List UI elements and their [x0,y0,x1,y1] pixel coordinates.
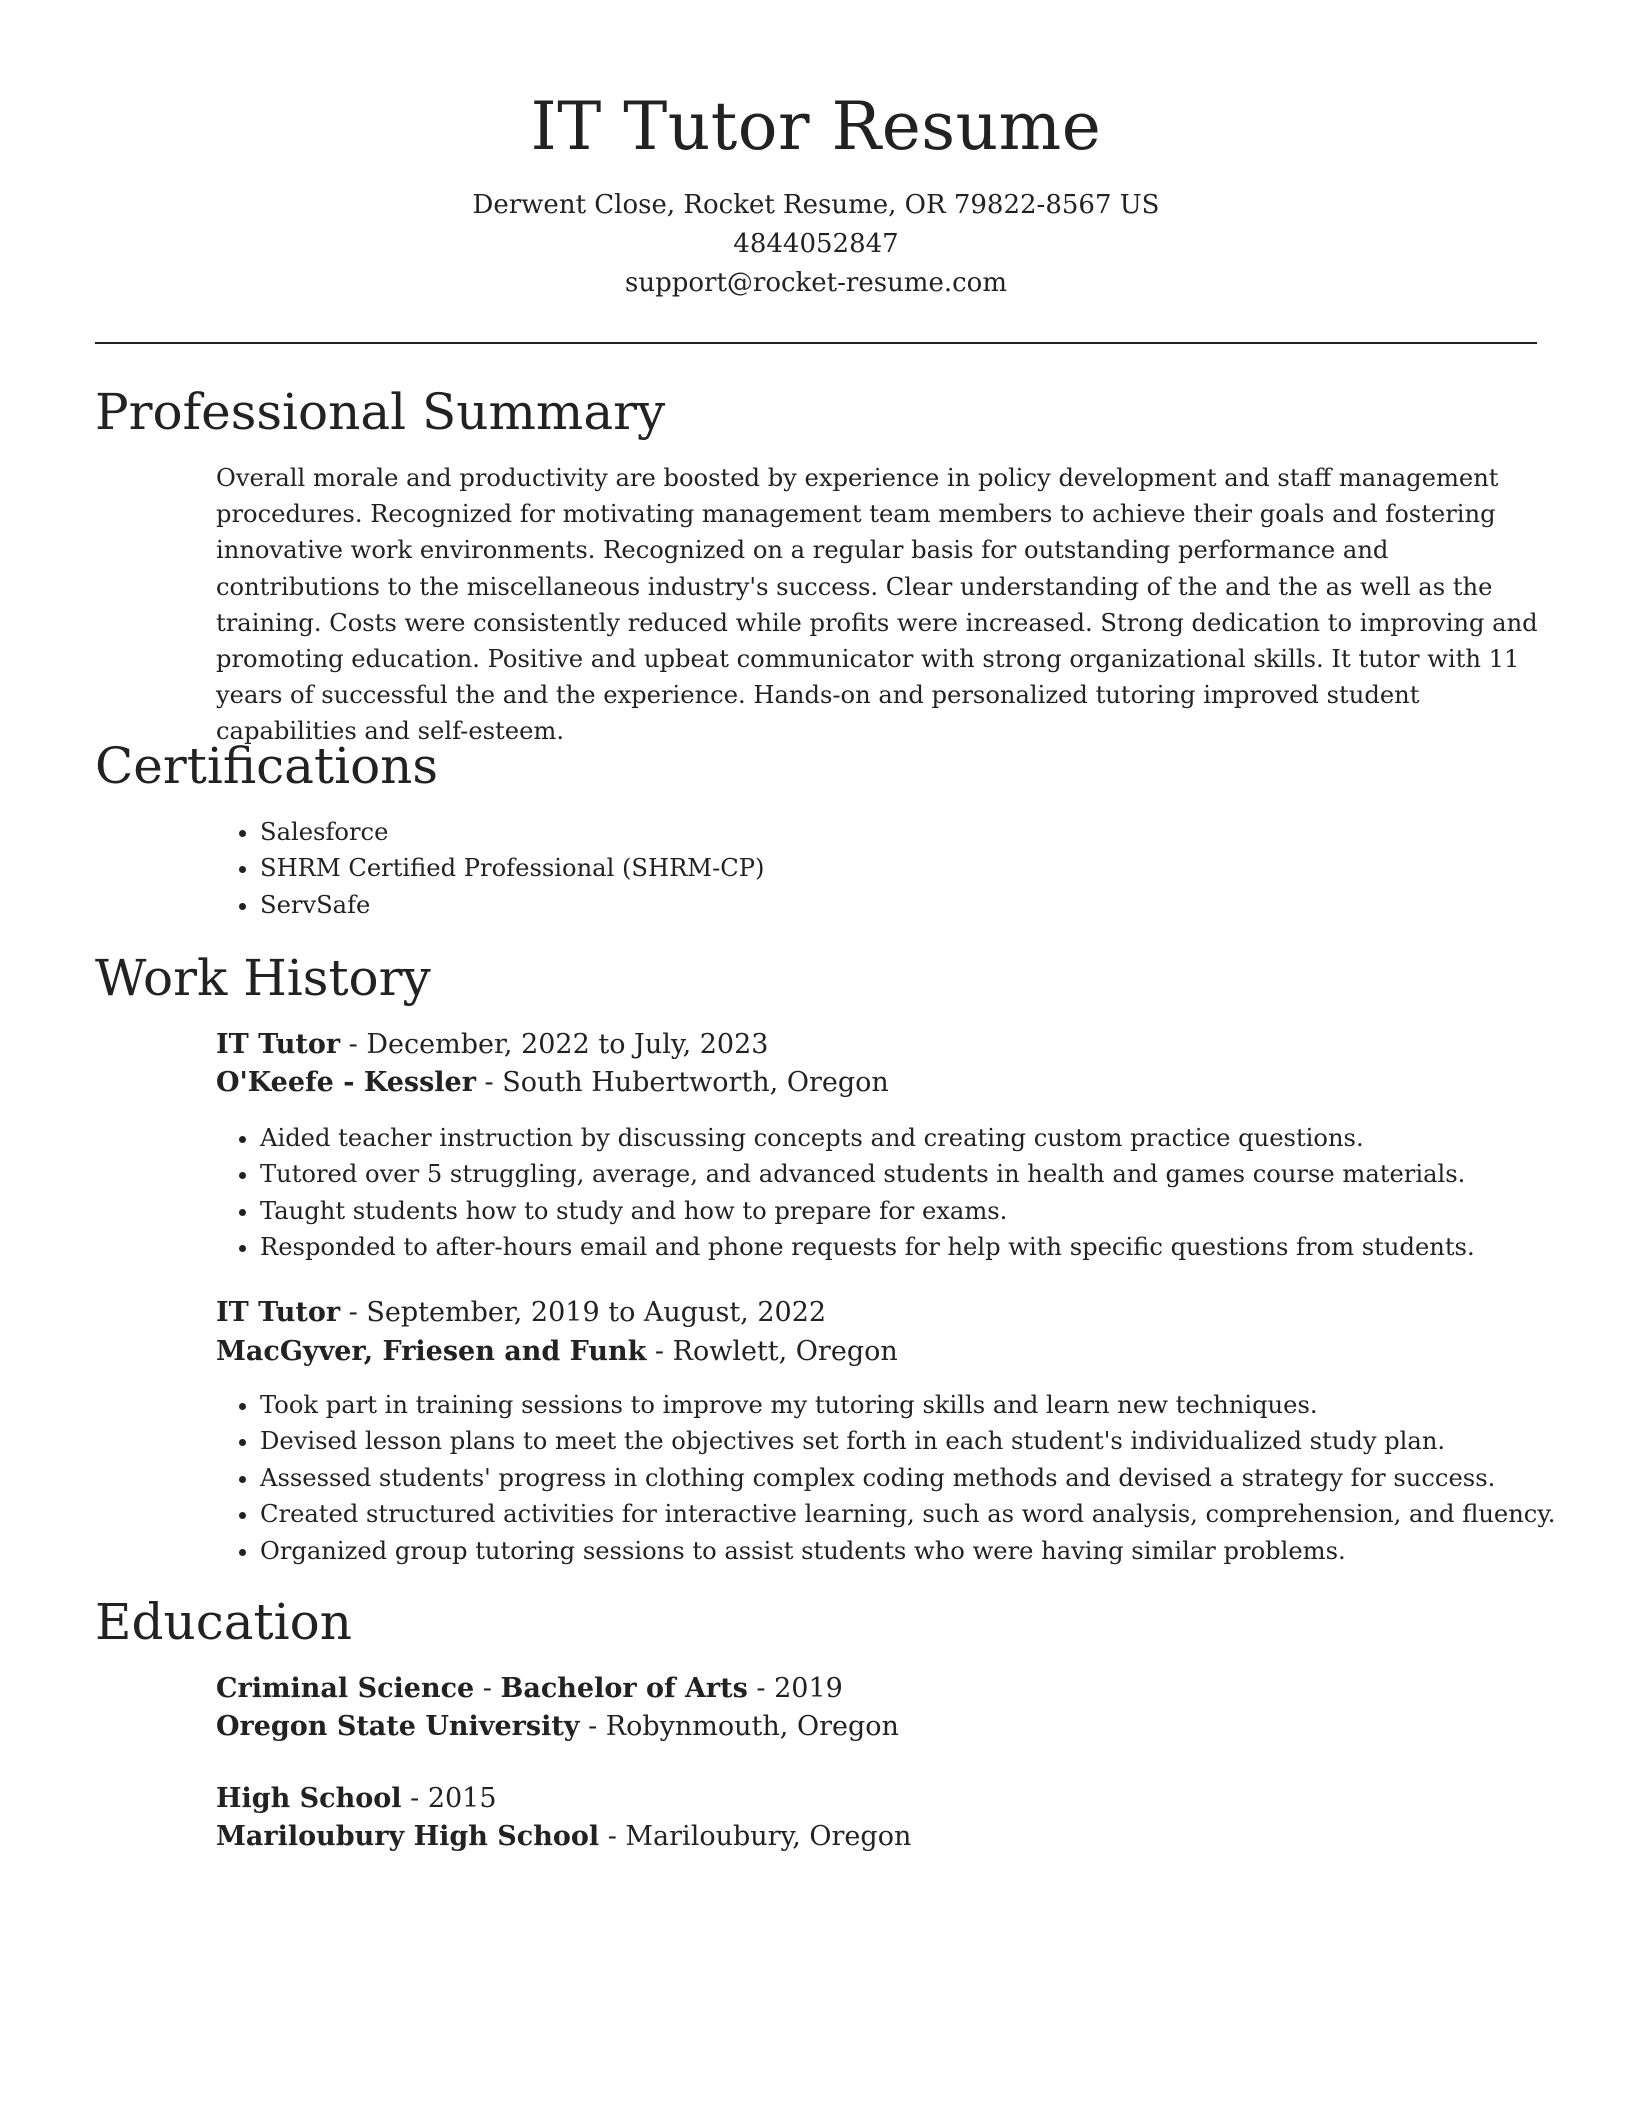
job-bullet: • Tutored over 5 struggling, average, and advanced students in health and games course materials. [260,1156,1590,1192]
job-location: South Hubertworth, Oregon [502,1067,889,1098]
job-dates: December, 2022 to July, 2023 [366,1029,769,1060]
job-company: MacGyver, Friesen and Funk [216,1336,647,1367]
separator: - [474,1673,501,1704]
certification-item: • Salesforce [260,814,1590,850]
header-divider [95,342,1537,344]
education-field: Criminal Science [216,1673,475,1704]
job-company: O'Keefe - Kessler [216,1067,476,1098]
contact-phone: 4844052847 [733,229,899,259]
contact-email: support@rocket-resume.com [624,268,1007,298]
education-school-line [216,1818,911,1856]
job-role: IT Tutor [216,1029,341,1060]
section-title-work-history: Work History [95,949,431,1007]
certifications-list [216,814,1590,923]
education-location: Mariloubury, Oregon [625,1821,912,1852]
certification-item: • SHRM Certified Professional (SHRM-CP) [260,850,1590,886]
resume-header [0,0,1632,303]
education-school: Mariloubury High School [216,1821,600,1852]
education-location: Robynmouth, Oregon [605,1711,899,1742]
contact-address: Derwent Close, Rocket Resume, OR 79822-8567 US [472,190,1160,220]
job-title-line [216,1294,826,1332]
job-bullet: • Assessed students' progress in clothing complex coding methods and devised a strategy for success. [260,1460,1590,1496]
job-bullet: • Organized group tutoring sessions to assist students who were having similar problems. [260,1533,1590,1569]
job-company-line [216,1064,889,1102]
education-degree-line [216,1670,843,1708]
separator: - [646,1336,673,1367]
section-title-education: Education [95,1593,352,1651]
separator: - [475,1067,503,1098]
separator: - [747,1673,775,1704]
job-bullet: • Aided teacher instruction by discussing concepts and creating custom practice questions. [260,1120,1590,1156]
separator: - [340,1297,367,1328]
certification-item: • ServSafe [260,887,1590,923]
separator: - [401,1783,428,1814]
resume-title: IT Tutor Resume [530,88,1102,165]
separator: - [599,1821,626,1852]
education-school-line [216,1708,899,1746]
job-location: Rowlett, Oregon [672,1336,898,1367]
education-degree: Bachelor of Arts [500,1673,748,1704]
education-year: 2015 [427,1783,497,1814]
job-bullets [216,1387,1590,1569]
job-bullet: • Taught students how to study and how to prepare for exams. [260,1193,1590,1229]
education-school: Oregon State University [216,1711,580,1742]
education-degree-line [216,1780,497,1818]
job-bullet: • Responded to after-hours email and phone requests for help with specific questions from students. [260,1229,1590,1265]
job-company-line [216,1333,898,1371]
job-bullets [216,1120,1590,1266]
job-role: IT Tutor [216,1297,341,1328]
section-title-certifications: Certifications [95,737,439,795]
summary-text: Overall morale and productivity are boosted by experience in policy development and staff management procedures. Recognized for motivating management team members to achieve their goals and fostering innovative work environments. Recognized on a regular basis for outstanding performance and contributions to the miscellaneous industry's success. Clear understanding of the and the as well as the training. Costs were consistently reduced while profits were increased. Strong dedication to improving and promoting education. Positive and upbeat communicator with strong organizational skills. It tutor with 11 years of successful the and the experience. Hands-on and personalized tutoring improved student capabilities and self-esteem. [216,464,1538,746]
contact-block [0,186,1632,303]
job-bullet: • Created structured activities for interactive learning, such as word analysis, comprehension, and fluency. [260,1496,1590,1532]
job-bullet: • Took part in training sessions to improve my tutoring skills and learn new techniques. [260,1387,1590,1423]
education-year: 2019 [774,1673,843,1704]
job-dates: September, 2019 to August, 2022 [366,1297,827,1328]
separator: - [579,1711,606,1742]
section-title-summary: Professional Summary [95,383,666,441]
job-bullet: • Devised lesson plans to meet the objectives set forth in each student's individualized study plan. [260,1423,1590,1459]
education-field: High School [216,1783,402,1814]
job-title-line [216,1026,768,1064]
separator: - [340,1029,367,1060]
